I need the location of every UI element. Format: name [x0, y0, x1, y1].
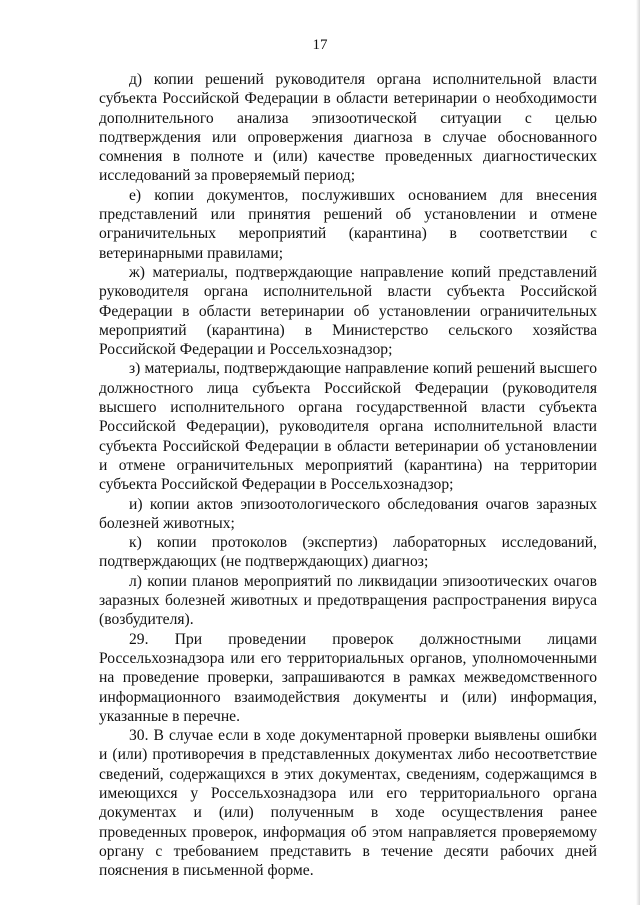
paragraph-e: е) копии документов, послуживших основанием для внесения представлений или принятия решений об установлении и отмене ограничительных мероприятий (карантина) в соответствии с ветеринарными правилами; — [99, 186, 597, 262]
paragraph-d: д) копии решений руководителя органа исполнительной власти субъекта Российской Федерации в области ветеринарии о необходимости дополнительного анализа эпизоотической ситуации с целью подтверждения или опровержения диагноза в случае обоснованного сомнения в полноте и (или) качестве проведенных диагностических исследований за проверяемый период; — [99, 71, 597, 185]
page-body — [99, 70, 597, 880]
paragraph-l: л) копии планов мероприятий по ликвидации эпизоотических очагов заразных болезней животных и предотвращения распространения вируса (возбудителя). — [99, 572, 597, 629]
paragraph-k: к) копии протоколов (экспертиз) лабораторных исследований, подтверждающих (не подтверждающих) диагноз; — [99, 534, 597, 571]
paragraph-29: 29. При проведении проверок должностными лицами Россельхознадзора или его территориальных органов, уполномоченными на проведение проверки, запрашиваются в рамках межведомственного информационного взаимодействия документы и (или) информация, указанные в перечне. — [99, 630, 597, 725]
paragraph-z: з) материалы, подтверждающие направление копий решений высшего должностного лица субъекта Российской Федерации (руководителя высшего исполнительного органа государственной власти субъекта Российской Федерации), руководителя органа исполнительной власти субъекта Российской Федерации в области ветеринарии об установлении и отмене ограничительных мероприятий (карантина) на территории субъекта Российской Федерации в Россельхознадзор; — [99, 360, 597, 494]
paragraph-zh: ж) материалы, подтверждающие направление копий представлений руководителя органа исполнительной власти субъекта Российской Федерации в области ветеринарии об установлении ограничительных мероприятий (карантина) в Министерство сельского хозяйства Российской Федерации и Россельхознадзор; — [99, 263, 597, 359]
page-edge-shadow — [636, 0, 640, 905]
paragraph-30: 30. В случае если в ходе документарной проверки выявлены ошибки и (или) противоречия в представленных документах либо несоответствие сведений, содержащихся в этих документах, сведениям, содержащимся в имеющихся у Россельхознадзора или его территориального органа документах и (или) полученным в ходе осуществления ранее проведенных проверок, информация об этом направляется проверяемому органу с требованием представить в течение десяти рабочих дней пояснения в письменной форме. — [99, 727, 597, 880]
page-number: 17 — [312, 37, 328, 53]
paragraph-i: и) копии актов эпизоотологического обследования очагов заразных болезней животных; — [99, 495, 597, 532]
